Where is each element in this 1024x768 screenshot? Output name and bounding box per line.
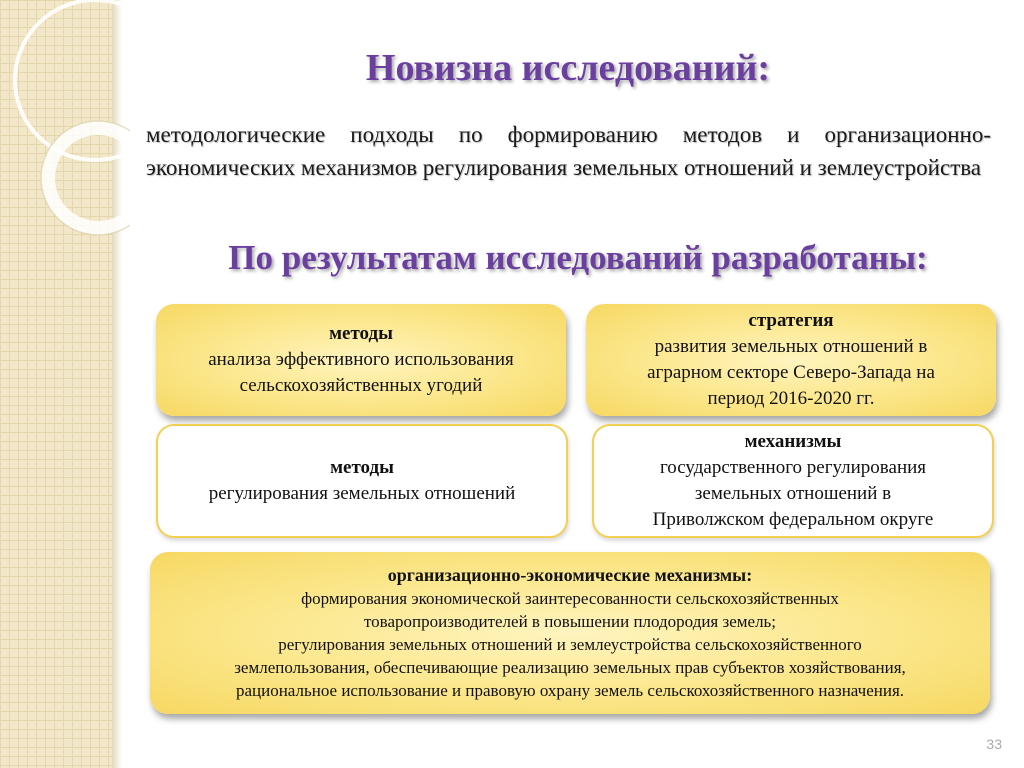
card-heading: организационно-экономические механизмы: (387, 565, 753, 585)
small-ring (48, 128, 130, 228)
card-line: формирования экономической заинтересованности сельскохозяйственных (301, 589, 839, 608)
card-line: регулирования земельных отношений и землеустройства сельскохозяйственного (278, 635, 862, 654)
card-org-econ-mechanisms (150, 552, 990, 714)
card-line: период 2016-2020 гг. (707, 388, 875, 409)
card-heading: механизмы (744, 431, 842, 452)
card-line: товаропроизводителей в повышении плодородия земель; (363, 612, 777, 631)
card-regulation-methods (156, 424, 568, 538)
card-line: Приволжском федеральном округе (652, 509, 934, 530)
card-line: землепользования, обеспечивающие реализацию земельных прав субъектов хозяйствования, (234, 658, 906, 677)
card-line: анализа эффективного использования (208, 349, 514, 370)
card-heading: стратегия (748, 310, 834, 331)
card-strategy (586, 304, 996, 416)
intro-paragraph: методологические подходы по формированию методов и организационно-экономических механизмов регулирования земельных отношений и землеустройства (146, 122, 991, 180)
card-line: рациональное использование и правовую охрану земель сельскохозяйственного назначения. (235, 681, 905, 700)
page-number: 33 (986, 736, 1002, 752)
slide-title: Новизна исследований: (365, 47, 771, 89)
card-analysis-methods (156, 304, 566, 416)
card-line: сельскохозяйственных угодий (239, 375, 483, 396)
card-line: регулирования земельных отношений (208, 483, 516, 504)
card-line: земельных отношений в (694, 483, 892, 504)
card-line: развития земельных отношений в (654, 336, 928, 357)
decorative-rings (0, 0, 130, 260)
results-subtitle: По результатам исследований разработаны: (228, 238, 928, 277)
card-line: государственного регулирования (659, 457, 927, 478)
card-line: аграрном секторе Северо-Запада на (647, 362, 935, 383)
card-heading: методы (329, 323, 393, 344)
card-state-mechanisms (592, 424, 994, 538)
card-heading: методы (330, 457, 394, 478)
